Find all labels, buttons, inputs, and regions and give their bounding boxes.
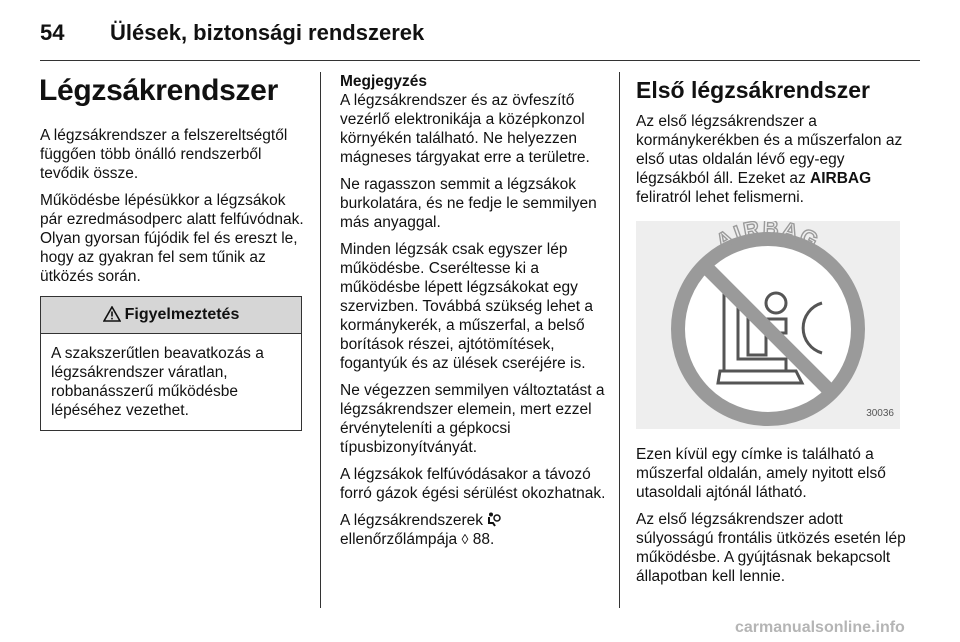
section-heading: Első légzsákrendszer [636, 77, 870, 103]
note-paragraph: Minden légzsák csak egyszer lép működésbe. Cseréltesse ki a működésbe lépett légzsákokat egy szervizben. Továbbá szükség lehet a kormánykerék, a műszerfal, a belső borítások részei, ajtótömítések, fogantyúk és az ülések cseréjére is. [340, 241, 594, 372]
column-1 [40, 72, 306, 431]
figure-number: 30036 [866, 408, 894, 419]
warning-text: A szakszerűtlen beavatkozás a légzsákrendszer váratlan, robbanásszerű működésbe lépéséhez vezethet. [51, 345, 264, 419]
page-number: 54 [40, 20, 65, 45]
figure-label: AIRBAG [711, 221, 825, 255]
header-rule [40, 60, 920, 61]
paragraph: A légzsákok felfúvódásakor a távozó forró gázok égési sérülést okozhatnak. [340, 466, 606, 502]
note-paragraph: Ne ragasszon semmit a légzsákok burkolatára, és ne fedje le semmilyen más anyaggal. [340, 176, 597, 231]
paragraph: Az első légzsákrendszer adott súlyosságú frontális ütközés esetén lép működésbe. A gyújtásnak bekapcsolt állapotban kell lennie. [636, 511, 906, 585]
paragraph-text: ellenőrzőlámpája [340, 531, 458, 548]
note-title: Megjegyzés [340, 73, 428, 90]
page-reference[interactable]: 88. [472, 531, 495, 548]
airbag-label-text: AIRBAG [810, 170, 872, 187]
paragraph-text: feliratról lehet felismerni. [636, 189, 804, 206]
column-3 [636, 72, 906, 594]
page-reference-symbol: ◊ [461, 531, 469, 547]
airbag-prohibition-sign-icon [636, 221, 900, 429]
note-paragraph: Ne végezzen semmilyen változtatást a légzsákrendszer elemein, mert ezzel érvényteleníti a gépkocsi típusbizonyítványát. [340, 382, 605, 456]
watermark: carmanualsonline.info [735, 619, 905, 636]
column-divider [619, 72, 620, 608]
warning-header [41, 297, 301, 334]
paragraph-with-reference [340, 511, 606, 549]
airbag-warning-figure [636, 221, 900, 429]
warning-title: Figyelmeztetés [124, 306, 240, 323]
column-divider [320, 72, 321, 608]
column-2 [340, 72, 606, 557]
paragraph-text: A légzsákrendszerek [340, 512, 484, 529]
warning-box [40, 296, 302, 431]
warning-triangle-icon [103, 300, 121, 336]
chapter-title: Ülések, biztonsági rendszerek [110, 20, 425, 45]
note-paragraph: A légzsákrendszer és az övfeszítő vezérlő elektronikája a középkonzol környékén található. Ne helyezzen mágneses tárgyakat erre a területre. [340, 92, 590, 166]
paragraph [636, 112, 906, 207]
paragraph: Ezen kívül egy címke is található a műszerfal oldalán, amely nyitott első utasoldali ajtónál látható. [636, 446, 886, 501]
airbag-warning-lamp-icon [487, 512, 501, 529]
section-heading: Légzsákrendszer [39, 74, 278, 107]
paragraph: Működésbe lépésükkor a légzsákok pár ezredmásodperc alatt felfúvódnak. Olyan gyorsan fújódik fel és ereszt le, hogy az gyakran fel sem tűnik az ütközés során. [40, 192, 304, 285]
paragraph-text: Az első légzsákrendszer a kormánykerékben és a műszerfalon az első utas oldalán lévő egy-egy légzsákból áll. Ezeket az [636, 113, 903, 187]
paragraph: A légzsákrendszer a felszereltségtől függően több önálló rendszerből tevődik össze. [40, 127, 288, 182]
